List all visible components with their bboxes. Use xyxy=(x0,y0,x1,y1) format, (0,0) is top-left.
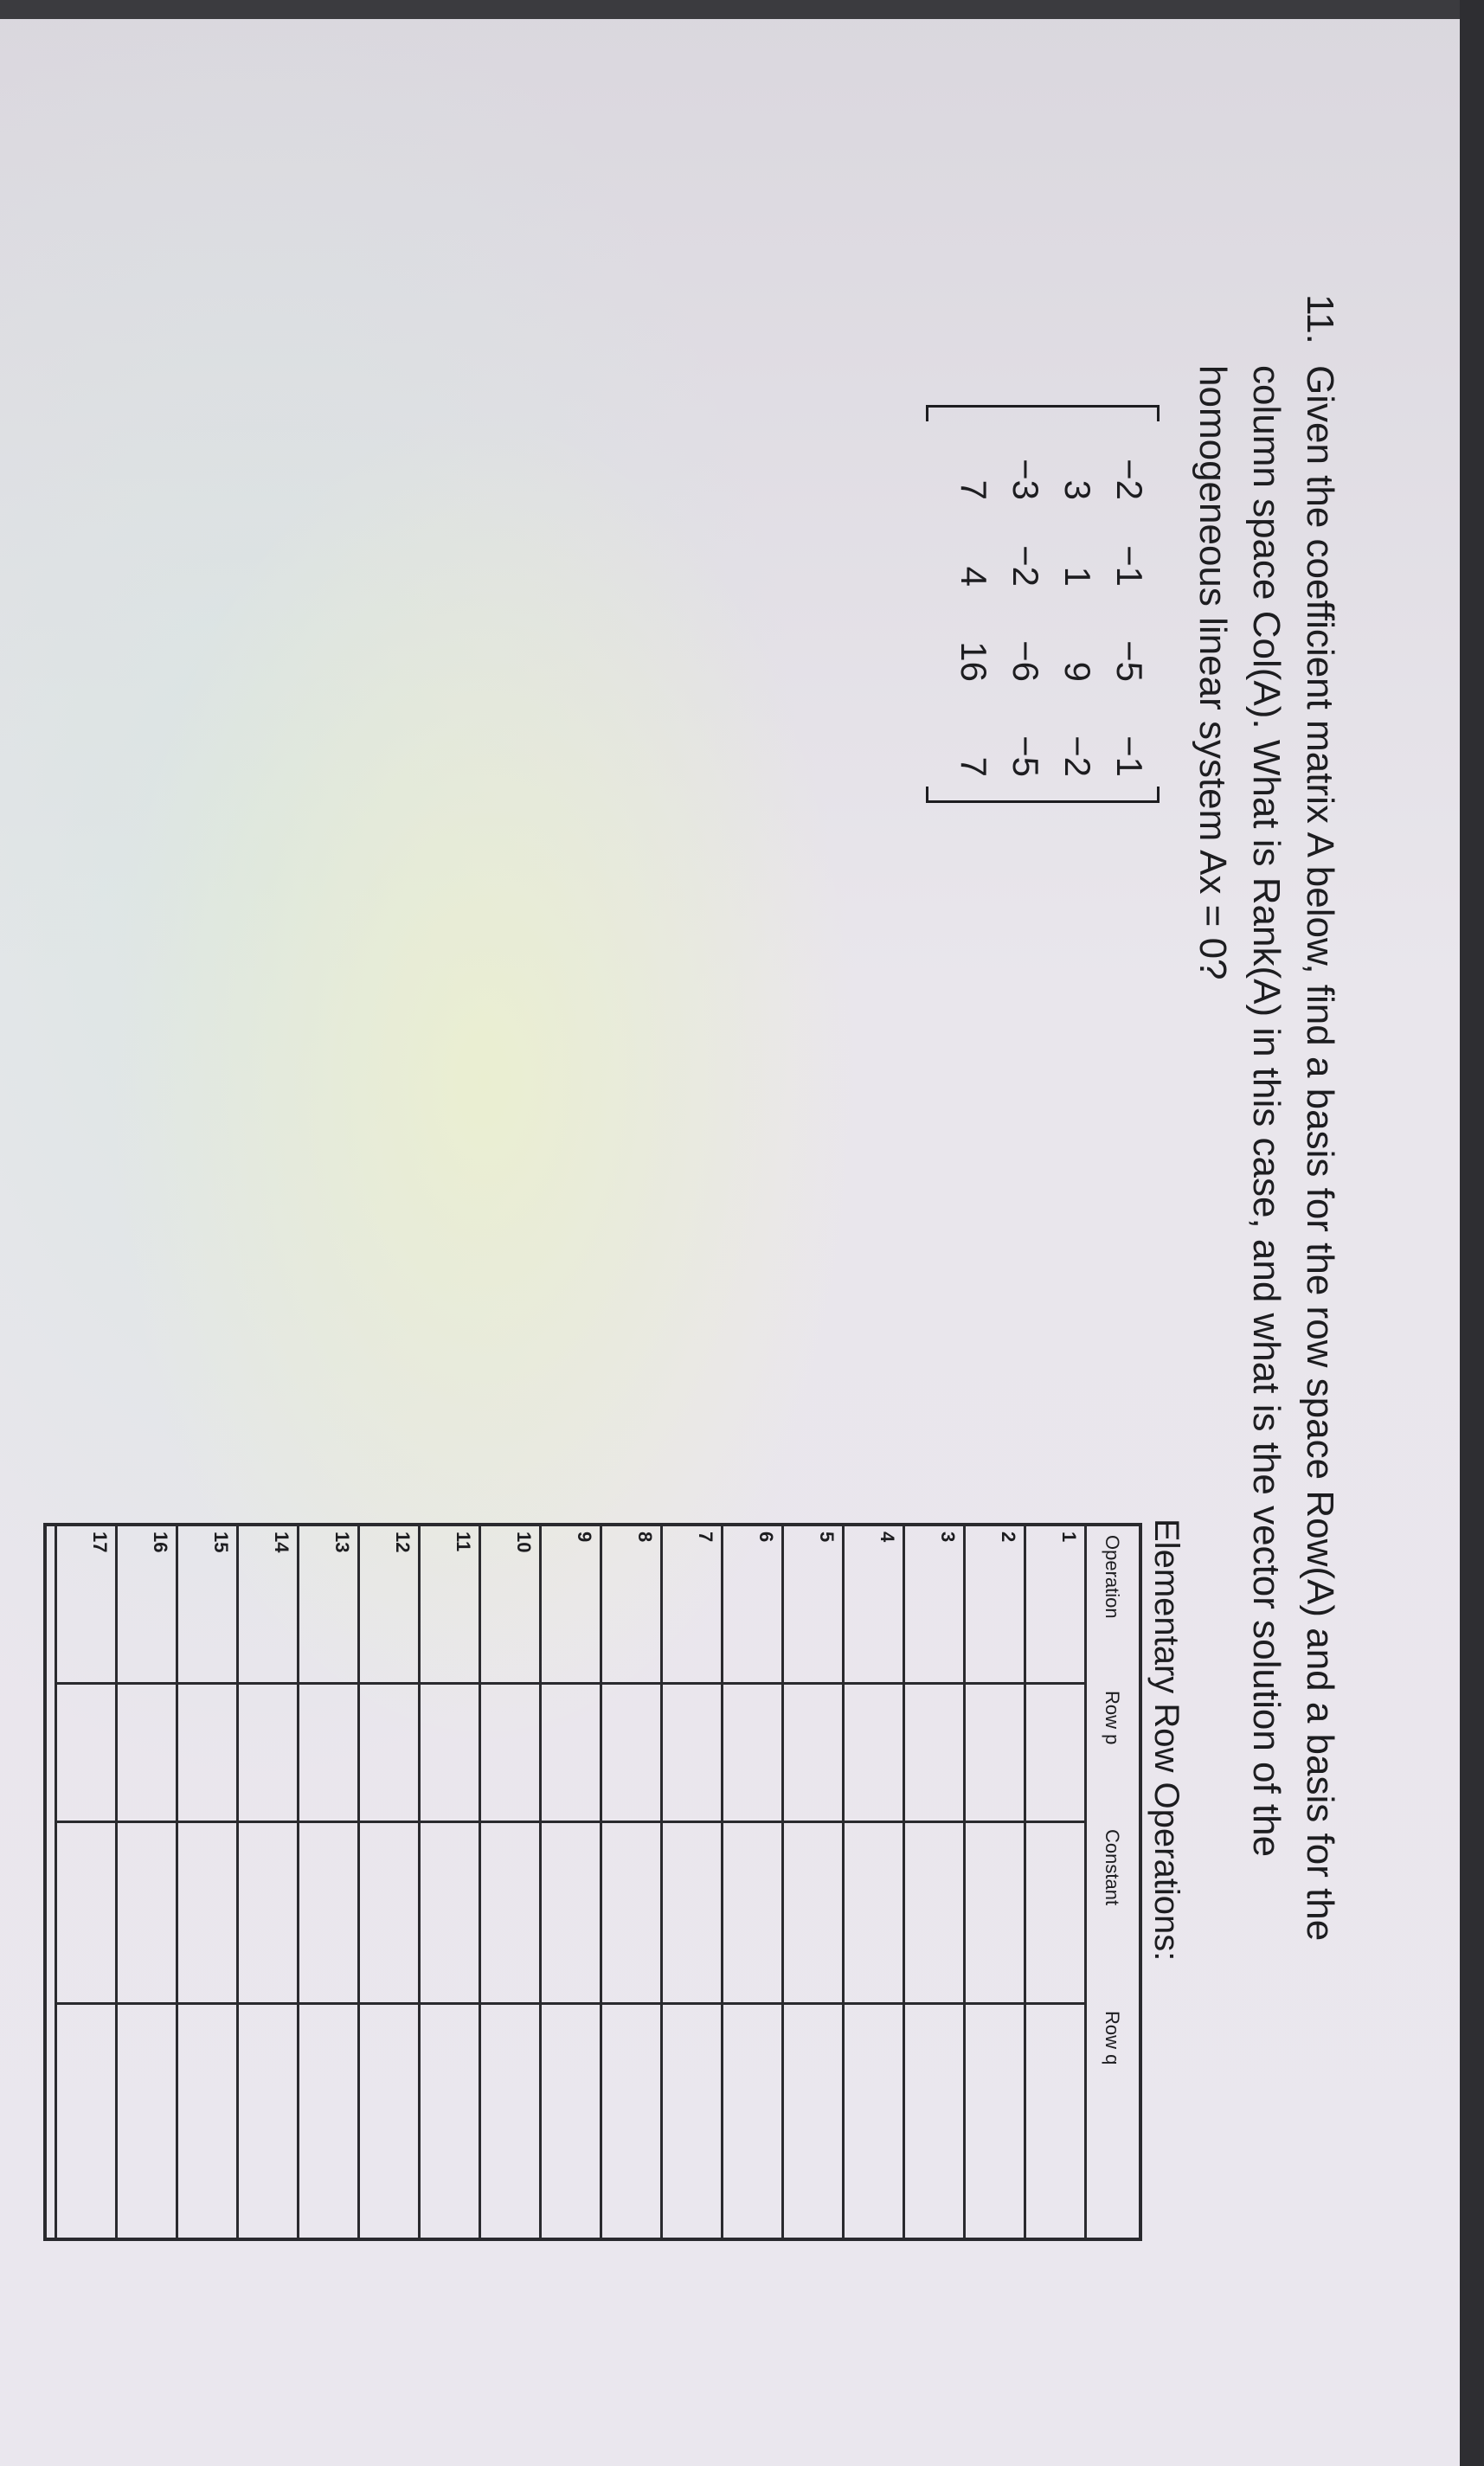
question-text-line-1: Given the coefficient matrix A below, find a basis for the row space Row(A) and a basis for the xyxy=(1299,365,1341,1942)
table-row-divider xyxy=(660,1526,663,2238)
table-row-divider xyxy=(418,1526,421,2238)
matrix-entry: −5 xyxy=(1109,640,1150,682)
coefficient-matrix xyxy=(926,405,1160,803)
table-row-number: 15 xyxy=(210,1532,232,1553)
table-row-divider xyxy=(721,1526,723,2238)
table-row-number: 6 xyxy=(755,1532,777,1543)
matrix-entry: −5 xyxy=(1005,735,1046,777)
matrix-entry: 7 xyxy=(954,479,994,500)
table-row-number: 13 xyxy=(331,1532,353,1553)
matrix-right-bracket xyxy=(926,787,1160,803)
table-row-number: 11 xyxy=(453,1532,474,1552)
table-row-divider xyxy=(781,1526,784,2238)
matrix-entry: −6 xyxy=(1005,640,1046,682)
worksheet-page xyxy=(26,260,1454,2423)
top-edge xyxy=(0,0,1484,19)
matrix-entry: 1 xyxy=(1057,566,1098,587)
table-row-divider xyxy=(479,1526,481,2238)
table-row-divider xyxy=(963,1526,966,2238)
table-row-number: 9 xyxy=(574,1532,595,1543)
matrix-entry: −2 xyxy=(1005,545,1046,587)
table-row-divider xyxy=(115,1526,118,2238)
table-column-header: Constant xyxy=(1102,1829,1123,1906)
row-operations-title: Elementary Row Operations: xyxy=(1147,1519,1185,1962)
table-row-number: 5 xyxy=(816,1532,838,1543)
table-row-number: 14 xyxy=(271,1532,292,1553)
table-row-divider xyxy=(55,1526,57,2238)
matrix-entry: 16 xyxy=(954,641,994,682)
right-edge xyxy=(1460,0,1484,2466)
table-row-number: 7 xyxy=(695,1532,716,1543)
table-row-divider xyxy=(600,1526,602,2238)
table-row-divider xyxy=(903,1526,905,2238)
matrix-entry: −3 xyxy=(1005,459,1046,500)
table-column-header: Row p xyxy=(1102,1691,1123,1745)
table-row-number: 3 xyxy=(937,1532,959,1543)
matrix-entry: −2 xyxy=(1057,735,1098,777)
table-row-number: 12 xyxy=(392,1532,414,1553)
table-row-number: 2 xyxy=(998,1532,1019,1543)
table-row-divider xyxy=(357,1526,360,2238)
matrix-entry: −1 xyxy=(1109,545,1150,587)
matrix-entry: 9 xyxy=(1057,661,1098,682)
table-row-divider xyxy=(236,1526,239,2238)
question-number: 11. xyxy=(1299,294,1341,344)
table-row-divider xyxy=(176,1526,178,2238)
table-column-divider xyxy=(57,1821,1087,1823)
matrix-entry: 7 xyxy=(954,756,994,777)
table-column-header: Row q xyxy=(1102,2011,1123,2065)
table-row-divider xyxy=(1084,1526,1087,2238)
table-row-number: 8 xyxy=(634,1532,656,1543)
table-column-divider xyxy=(57,2002,1087,2005)
table-column-divider xyxy=(57,1682,1087,1685)
row-operations-table xyxy=(43,1523,1142,2241)
matrix-entry: −1 xyxy=(1109,735,1150,777)
table-column-header: Operation xyxy=(1102,1535,1123,1619)
table-row-number: 17 xyxy=(89,1532,111,1553)
table-row-number: 4 xyxy=(877,1532,898,1543)
table-row-divider xyxy=(842,1526,845,2238)
matrix-entry: 3 xyxy=(1057,479,1098,500)
table-row-number: 10 xyxy=(513,1532,535,1553)
matrix-entry: −2 xyxy=(1109,459,1150,500)
table-row-divider xyxy=(1024,1526,1026,2238)
table-row-divider xyxy=(539,1526,542,2238)
question-text-line-2: column space Col(A). What is Rank(A) in this case, and what is the vector solution of the xyxy=(1245,365,1288,1858)
table-row-number: 1 xyxy=(1058,1532,1080,1543)
matrix-entry: 4 xyxy=(954,566,994,587)
question-text-line-3: homogeneous linear system Ax = 0? xyxy=(1192,365,1234,980)
table-row-number: 16 xyxy=(150,1532,171,1553)
table-row-divider xyxy=(297,1526,299,2238)
